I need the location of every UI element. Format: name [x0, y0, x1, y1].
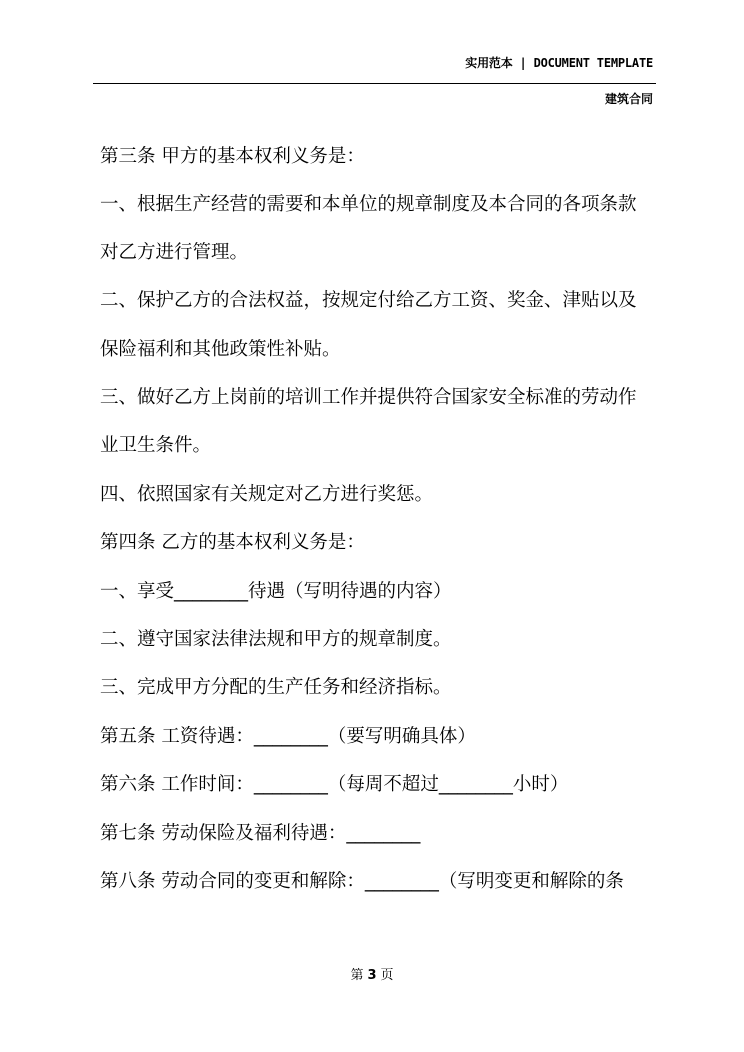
paragraph-line: 四、依照国家有关规定对乙方进行奖惩。 — [100, 484, 434, 505]
page-label-prefix: 第 — [350, 968, 364, 983]
page-footer — [0, 964, 744, 983]
paragraph-line: 一、根据生产经营的需要和本单位的规章制度及本合同的各项条款 — [100, 194, 637, 215]
paragraph-line: 第八条 劳动合同的变更和解除：________（写明变更和解除的条 — [100, 871, 624, 892]
page-number: 3 — [367, 968, 377, 983]
paragraph-line: 二、遵守国家法律法规和甲方的规章制度。 — [100, 629, 452, 650]
paragraph-line: 第五条 工资待遇：________（要写明确具体） — [100, 726, 476, 747]
paragraph-line: 一、享受________待遇（写明待遇的内容） — [100, 581, 452, 602]
paragraph-line: 业卫生条件。 — [100, 435, 212, 456]
header-subtitle: 建筑合同 — [604, 92, 653, 106]
header-title: 实用范本 | DOCUMENT TEMPLATE — [465, 56, 653, 70]
page-label-suffix: 页 — [380, 968, 394, 983]
paragraph-line: 第三条 甲方的基本权利义务是： — [100, 146, 365, 167]
paragraph-line: 第七条 劳动保险及福利待遇：________ — [100, 823, 421, 844]
paragraph-line: 三、做好乙方上岗前的培训工作并提供符合国家安全标准的劳动作 — [100, 387, 637, 408]
paragraph-line: 保险福利和其他政策性补贴。 — [100, 339, 341, 360]
paragraph-line: 三、完成甲方分配的生产任务和经济指标。 — [100, 677, 452, 698]
header-divider — [93, 83, 656, 84]
paragraph-line: 对乙方进行管理。 — [100, 242, 249, 263]
paragraph-line: 第六条 工作时间：________（每周不超过________小时） — [100, 774, 569, 795]
paragraph-line: 第四条 乙方的基本权利义务是： — [100, 532, 365, 553]
paragraph-line: 二、保护乙方的合法权益，按规定付给乙方工资、奖金、津贴以及 — [100, 290, 637, 311]
